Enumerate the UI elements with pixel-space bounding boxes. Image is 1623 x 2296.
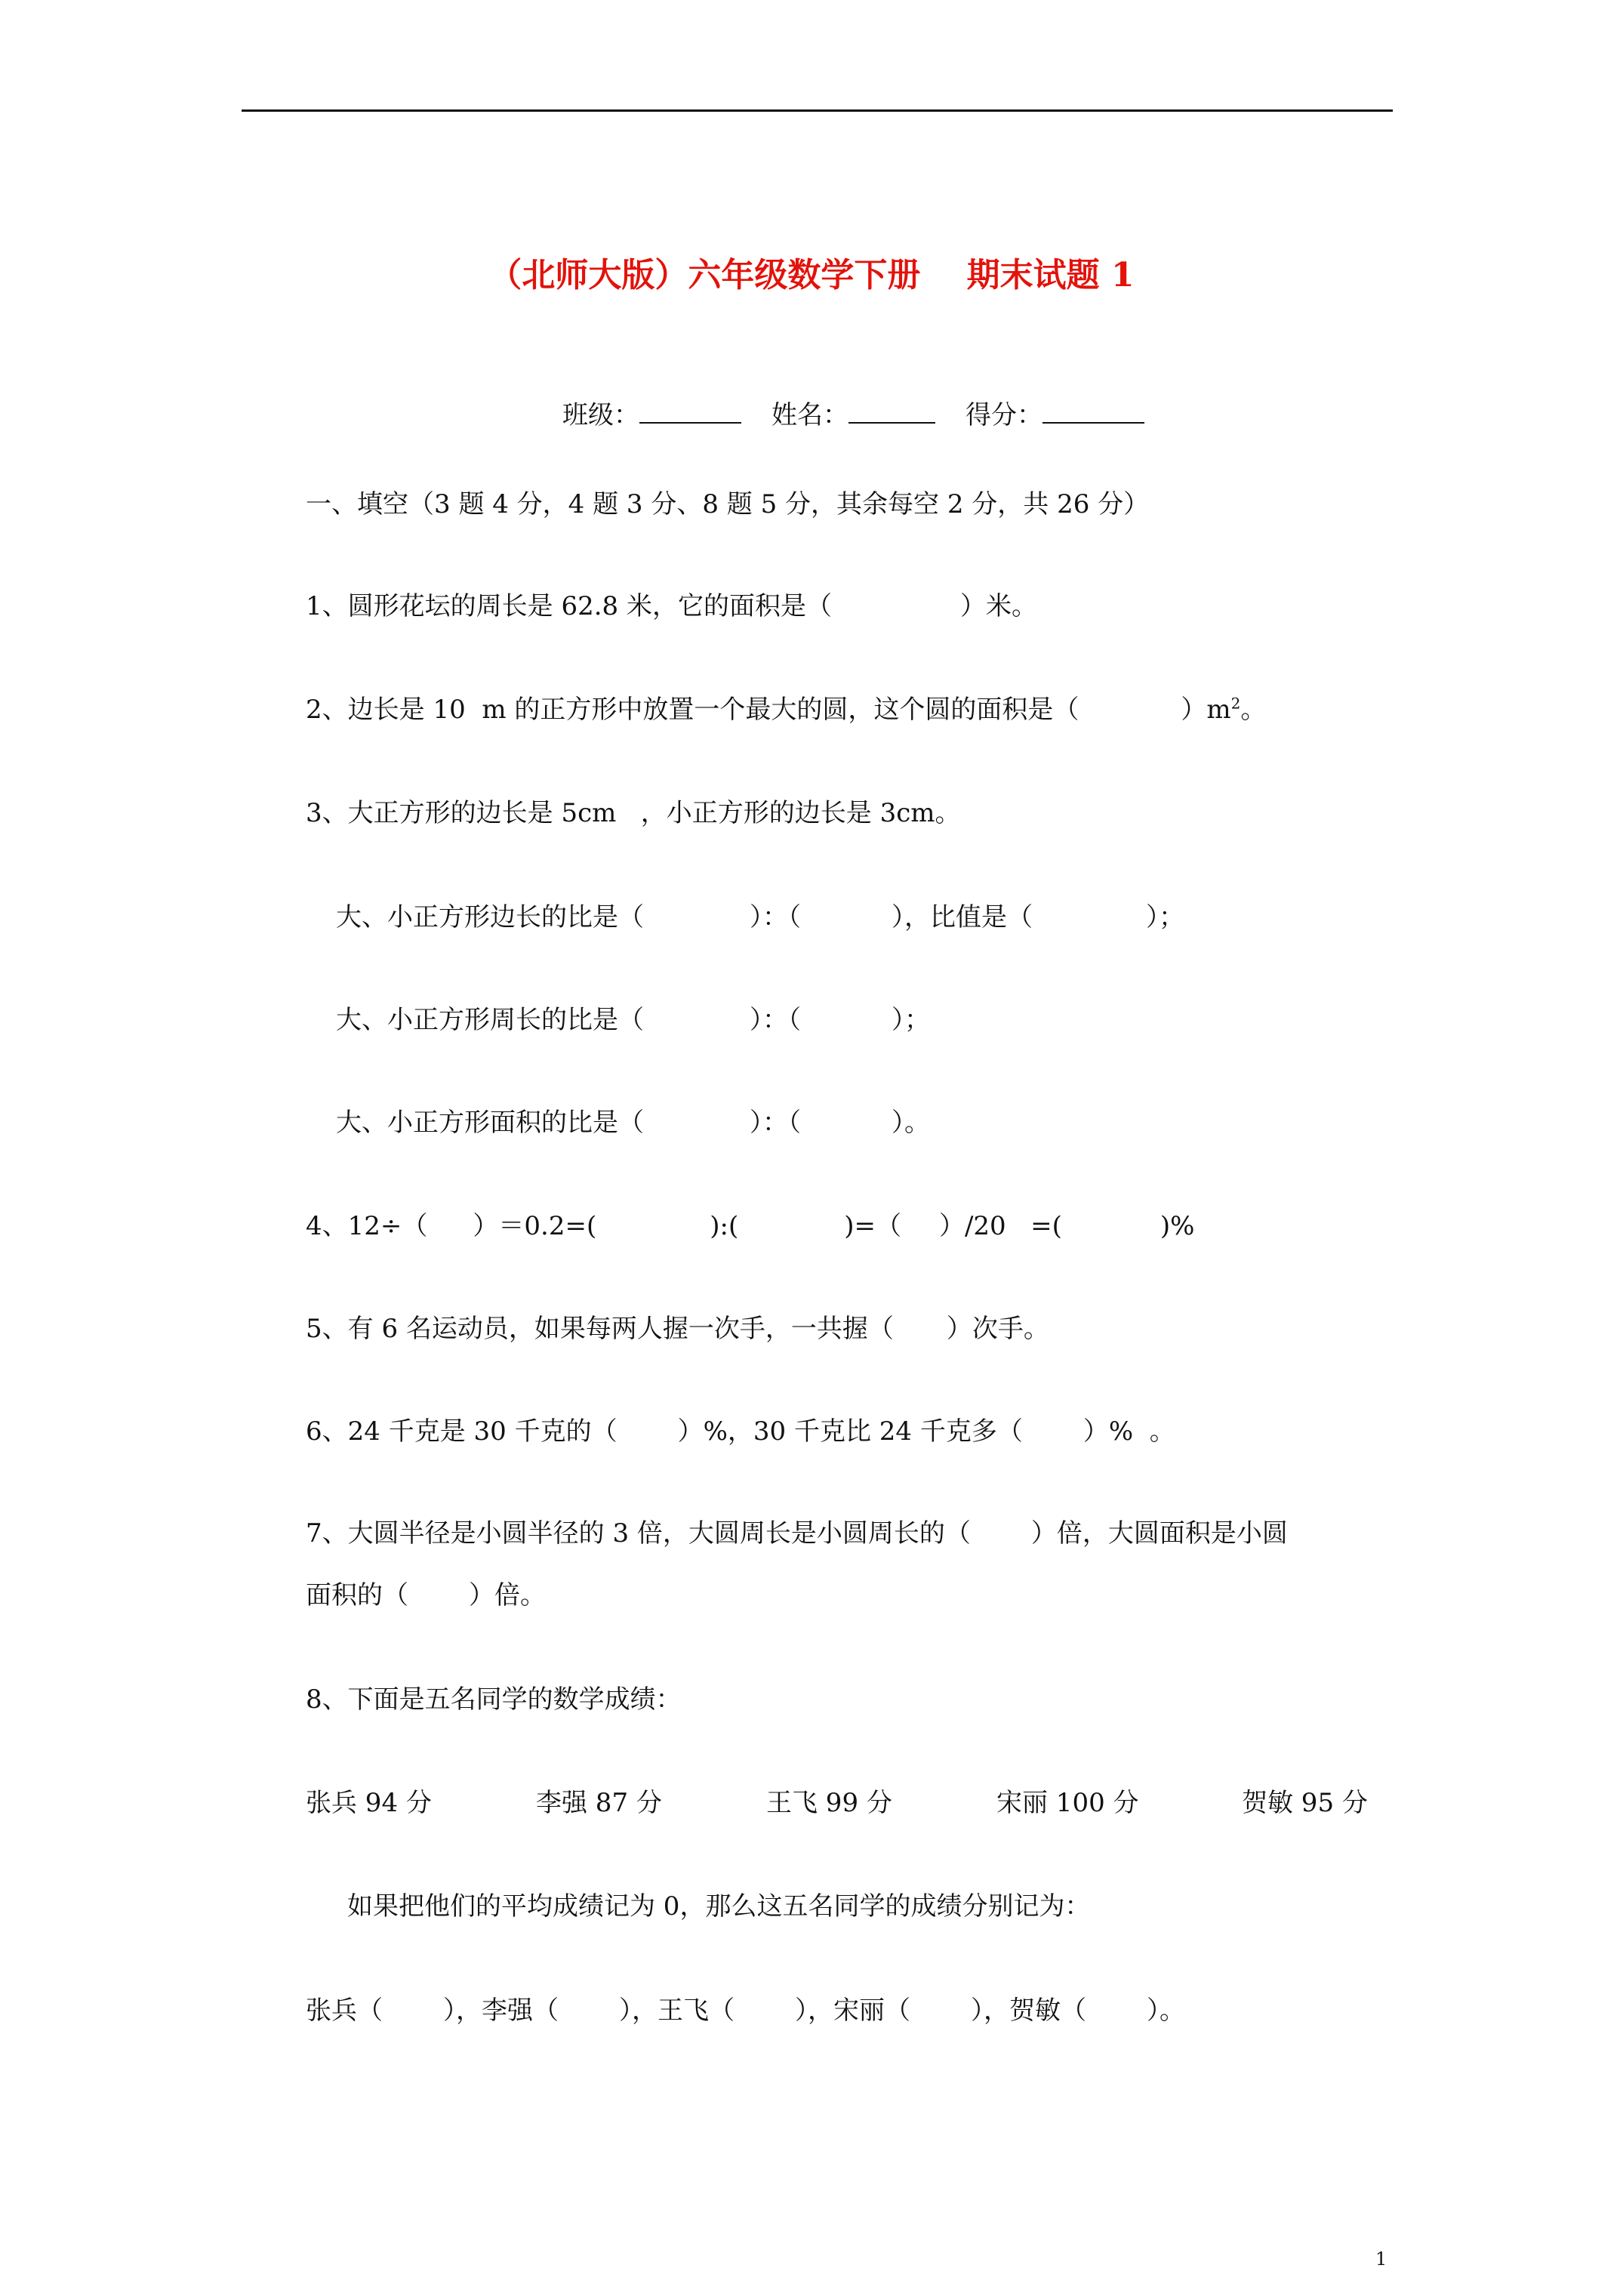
question-7-line-1: 7、大圆半径是小圆半径的 3 倍，大圆周长是小圆周长的（ ）倍，大圆面积是小圆 [306,1518,1288,1549]
score-item: 王飞 99 分 [766,1788,892,1818]
header-rule [242,109,1393,112]
score-item: 李强 87 分 [536,1788,662,1818]
question-8-instruction: 如果把他们的平均成绩记为 0，那么这五名同学的成绩分别记为： [347,1891,1091,1922]
score-label: 得分： [965,400,1042,430]
page-number: 1 [1375,2248,1387,2270]
score-item: 张兵 94 分 [306,1788,432,1818]
question-5: 5、有 6 名运动员，如果每两人握一次手，一共握（ ）次手。 [306,1314,1049,1344]
question-3-area-ratio: 大、小正方形面积的比是（ ）：（ ）。 [336,1108,930,1138]
class-label: 班级： [562,400,639,430]
name-blank[interactable] [848,419,935,424]
class-blank[interactable] [639,419,741,424]
question-2: 2、边长是 10 m 的正方形中放置一个最大的圆，这个圆的面积是（ ）$m^2$。 [306,694,1267,725]
question-7-line-2: 面积的（ ）倍。 [306,1580,546,1610]
question-8-answers: 张兵（ ），李强（ ），王飞（ ），宋丽（ ），贺敏（ ）。 [306,1996,1185,2026]
page-title: （北师大版）六年级数学下册 期末试题 1 [488,256,1135,294]
student-info-line [562,398,1144,433]
name-label: 姓名： [771,400,848,430]
section-1-heading: 一、填空（3 题 4 分，4 题 3 分、8 题 5 分，其余每空 2 分，共 26 分） [306,489,1150,519]
score-blank[interactable] [1042,419,1144,424]
question-8-stem: 8、下面是五名同学的数学成绩： [306,1684,682,1715]
question-4: 4、12÷（ ）＝0.2=( ):( )=（ ）/20 =( )% [306,1211,1195,1241]
question-3-perimeter-ratio: 大、小正方形周长的比是（ ）：（ ）； [336,1005,930,1035]
question-3-side-ratio: 大、小正方形边长的比是（ ）：（ ），比值是（ ）； [336,902,1184,932]
score-item: 宋丽 100 分 [996,1788,1139,1818]
question-3-stem: 3、大正方形的边长是 5cm ，小正方形的边长是 3cm。 [306,798,961,828]
question-1: 1、圆形花坛的周长是 62.8 米，它的面积是（ ）米。 [306,591,1037,621]
question-6: 6、24 千克是 30 千克的（ ）%，30 千克比 24 千克多（ ）% 。 [306,1416,1175,1447]
score-item: 贺敏 95 分 [1242,1788,1368,1818]
